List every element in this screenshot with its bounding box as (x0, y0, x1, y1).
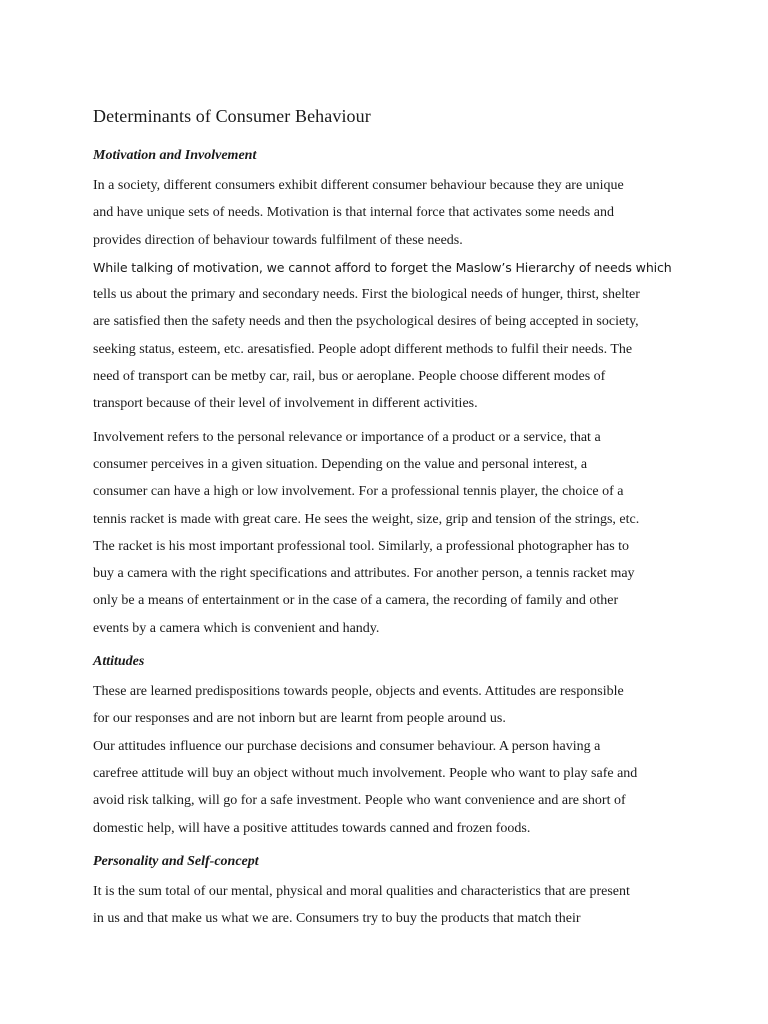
paragraph-involvement (93, 424, 683, 642)
text-line: for our responses and are not inborn but are learnt from people around us. (93, 711, 506, 727)
section-heading-motivation: Motivation and Involvement (93, 148, 257, 163)
paragraph-attitudes (93, 678, 683, 842)
text-line: domestic help, will have a positive attitudes towards canned and frozen foods. (93, 820, 531, 836)
text-line: Involvement refers to the personal relevance or importance of a product or a service, that a (93, 429, 601, 445)
text-line: tennis racket is made with great care. He sees the weight, size, grip and tension of the strings, etc. (93, 511, 640, 527)
text-line: buy a camera with the right specifications and attributes. For another person, a tennis racket may (93, 566, 635, 582)
section-heading-attitudes: Attitudes (93, 654, 145, 670)
text-line: in us and that make us what we are. Consumers try to buy the products that match their (93, 911, 581, 927)
paragraph-maslow (93, 281, 683, 417)
text-line: events by a camera which is convenient and handy. (93, 620, 380, 636)
section-heading-personality: Personality and Self-concept (93, 853, 259, 869)
text-line: carefree attitude will buy an object without much involvement. People who want to play safe and (93, 765, 638, 781)
document-page (93, 104, 683, 932)
text-line: consumer can have a high or low involvement. For a professional tennis player, the choice of a (93, 484, 624, 500)
text-line: only be a means of entertainment or in the case of a camera, the recording of family and other (93, 593, 619, 609)
text-line: provides direction of behaviour towards fulfilment of these needs. (93, 232, 463, 248)
text-line: These are learned predispositions towards people, objects and events. Attitudes are responsible (93, 684, 624, 700)
text-line: It is the sum total of our mental, physical and moral qualities and characteristics that are present (93, 883, 630, 899)
text-line: need of transport can be metby car, rail, bus or aeroplane. People choose different modes of (93, 369, 606, 385)
text-line: consumer perceives in a given situation. Depending on the value and personal interest, a (93, 456, 588, 472)
text-line: Our attitudes influence our purchase decisions and consumer behaviour. A person having a (93, 738, 601, 754)
paragraph-motivation-intro (93, 172, 683, 254)
text-line: transport because of their level of involvement in different activities. (93, 396, 478, 412)
text-line: and have unique sets of needs. Motivation is that internal force that activates some needs and (93, 205, 614, 221)
text-line: The racket is his most important professional tool. Similarly, a professional photographer has to (93, 538, 630, 554)
text-line: seeking status, esteem, etc. aresatisfied. People adopt different methods to fulfil their needs. The (93, 341, 633, 357)
text-line: avoid risk talking, will go for a safe investment. People who want convenience and are short of (93, 793, 626, 809)
text-line: tells us about the primary and secondary needs. First the biological needs of hunger, thirst, shelter (93, 287, 640, 303)
paragraph-personality (93, 878, 683, 933)
paragraph-maslow-line (93, 254, 683, 281)
document-title: Determinants of Consumer Behaviour (93, 106, 371, 126)
text-line: are satisfied then the safety needs and then the psychological desires of being accepted in society, (93, 314, 639, 330)
text-line: While talking of motivation, we cannot afford to forget the Maslow’s Hierarchy of needs which (93, 259, 672, 275)
text-line: In a society, different consumers exhibit different consumer behaviour because they are unique (93, 178, 624, 193)
